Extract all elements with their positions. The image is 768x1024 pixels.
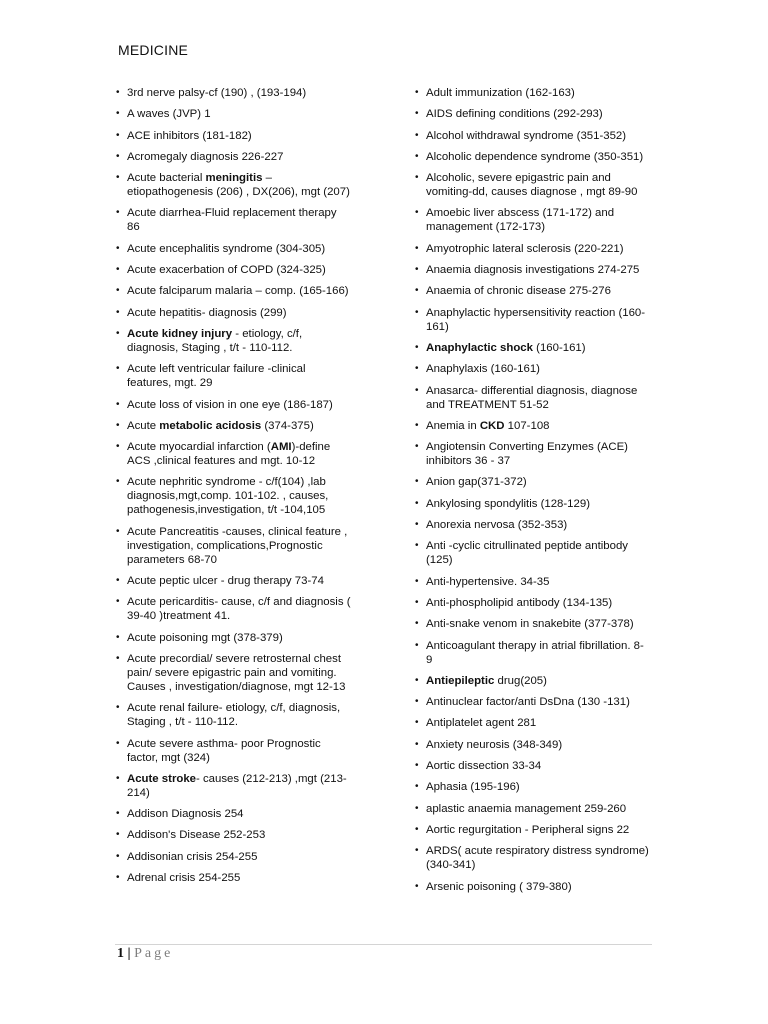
index-entry — [115, 86, 351, 100]
entry-bold-text: Antiepileptic — [426, 674, 495, 687]
entry-text: Aortic regurgitation - Peripheral signs 22 — [426, 823, 630, 836]
entry-bold-text: AMI — [270, 441, 292, 454]
entry-text: Acute hepatitis- diagnosis (299) — [127, 306, 287, 319]
entry-text: Acute poisoning mgt (378-379) — [127, 631, 283, 644]
entry-text: Anxiety neurosis (348-349) — [426, 738, 563, 751]
index-entry — [115, 107, 351, 121]
entry-text: Anaphylactic hypersensitivity reaction (160-161) — [426, 306, 646, 333]
index-entry — [115, 701, 351, 729]
index-entry — [115, 327, 351, 355]
entry-text: Anti-snake venom in snakebite (377-378) — [426, 618, 634, 631]
entry-text: Anti -cyclic citrullinated peptide antibody (125) — [426, 540, 628, 567]
page-label: Page — [134, 946, 174, 961]
index-entry — [414, 596, 650, 610]
index-entry — [414, 759, 650, 773]
index-entry — [115, 129, 351, 143]
entry-bold-text: meningitis — [205, 172, 263, 185]
index-entry — [414, 129, 650, 143]
index-entry — [414, 780, 650, 794]
index-entry — [414, 738, 650, 752]
entry-text: Acute precordial/ severe retrosternal chest pain/ severe epigastric pain and vomiting. Causes , investigation/diagnose, mgt 12-13 — [127, 652, 346, 693]
index-entry — [414, 150, 650, 164]
entry-text: aplastic anaemia management 259-260 — [426, 802, 627, 815]
index-column-right — [414, 86, 650, 901]
index-column-left — [115, 86, 351, 892]
entry-text: Acute renal failure- etiology, c/f, diagnosis, Staging , t/t - 110-112. — [127, 702, 341, 729]
index-entry — [115, 362, 351, 390]
entry-text: AIDS defining conditions (292-293) — [426, 108, 603, 121]
index-entry — [115, 475, 351, 517]
entry-text: Aphasia (195-196) — [426, 781, 520, 794]
index-entry — [414, 171, 650, 199]
index-entry — [414, 695, 650, 709]
entry-text: Anticoagulant therapy in atrial fibrillation. 8-9 — [426, 639, 644, 666]
index-entry — [414, 419, 650, 433]
entry-text: Amyotrophic lateral sclerosis (220-221) — [426, 242, 624, 255]
entry-text: Alcoholic dependence syndrome (350-351) — [426, 150, 644, 163]
entry-text: Adult immunization (162-163) — [426, 87, 575, 99]
index-entry — [115, 284, 351, 298]
entry-text: (374-375) — [261, 419, 314, 432]
page-footer — [117, 946, 173, 962]
index-entry — [115, 206, 351, 234]
entry-text: Aortic dissection 33-34 — [426, 760, 542, 773]
entry-text: Acute bacterial — [127, 172, 206, 185]
entry-text: Antiplatelet agent 281 — [426, 717, 537, 730]
index-entry — [115, 242, 351, 256]
entry-text: Arsenic poisoning ( 379-380) — [426, 880, 572, 893]
entry-bold-text: Anaphylactic shock — [426, 341, 533, 354]
entry-text: – etiopathogenesis (206) , DX(206), mgt (207) — [127, 172, 350, 199]
entry-text: Acromegaly diagnosis 226-227 — [127, 150, 284, 163]
index-entry — [414, 518, 650, 532]
index-entry — [414, 844, 650, 872]
entry-text: Anasarca- differential diagnosis, diagnose and TREATMENT 51-52 — [426, 384, 638, 411]
entry-text: Addisonian crisis 254-255 — [127, 850, 258, 863]
entry-text: Amoebic liver abscess (171-172) and management (172-173) — [426, 207, 615, 234]
index-entry — [414, 617, 650, 631]
entry-text: Ankylosing spondylitis (128-129) — [426, 497, 590, 510]
page-number: 1 — [117, 946, 124, 961]
entry-text: Acute — [127, 419, 160, 432]
entry-text: 107-108 — [504, 419, 550, 432]
footer-divider — [115, 944, 652, 945]
index-entry — [414, 284, 650, 298]
entry-text: Alcoholic, severe epigastric pain and vomiting-dd, causes diagnose , mgt 89-90 — [426, 172, 638, 199]
index-entry — [414, 242, 650, 256]
index-entry — [414, 880, 650, 894]
entry-text: Acute loss of vision in one eye (186-187) — [127, 398, 333, 411]
index-entry — [414, 716, 650, 730]
footer-separator: | — [127, 946, 131, 961]
index-entry — [115, 440, 351, 468]
entry-text: Acute falciparum malaria – comp. (165-166) — [127, 285, 349, 298]
entry-text: Anemia in — [426, 419, 480, 432]
entry-text: Antinuclear factor/anti DsDna (130 -131) — [426, 696, 630, 709]
entry-text: ARDS( acute respiratory distress syndrome) (340-341) — [426, 845, 649, 872]
entry-text: (160-161) — [532, 341, 586, 354]
entry-text: Anti-hypertensive. 34-35 — [426, 575, 550, 588]
entry-text: Acute pericarditis- cause, c/f and diagnosis ( 39-40 )treatment 41. — [127, 596, 351, 623]
entry-text: Anaemia of chronic disease 275-276 — [426, 285, 611, 298]
index-entry — [414, 497, 650, 511]
index-entry — [414, 674, 650, 688]
index-entry — [115, 652, 351, 694]
index-entry — [115, 398, 351, 412]
index-entry — [115, 772, 351, 800]
entry-text: A waves (JVP) 1 — [127, 108, 211, 121]
entry-text: Acute Pancreatitis -causes, clinical feature , investigation, complications,Prognostic parameters 68-70 — [127, 525, 348, 566]
entry-text: Acute nephritic syndrome - c/f(104) ,lab diagnosis,mgt,comp. 101-102. , causes, pathogenesis,investigation, t/t -104,105 — [127, 476, 329, 517]
index-entry — [414, 86, 650, 100]
entry-bold-text: Acute kidney injury — [127, 327, 233, 340]
index-entry — [115, 419, 351, 433]
index-entry — [414, 440, 650, 468]
index-entry — [414, 475, 650, 489]
entry-text: Anorexia nervosa (352-353) — [426, 519, 568, 532]
entry-text: ACE inhibitors (181-182) — [127, 129, 252, 142]
entry-text: Acute peptic ulcer - drug therapy 73-74 — [127, 575, 324, 588]
index-entry — [414, 539, 650, 567]
index-entry — [414, 341, 650, 355]
index-entry — [115, 525, 351, 567]
index-entry — [115, 807, 351, 821]
index-entry — [414, 306, 650, 334]
index-entry — [414, 263, 650, 277]
index-entry — [115, 263, 351, 277]
index-entry — [414, 639, 650, 667]
entry-text: )-define ACS ,clinical features and mgt. 10-12 — [127, 441, 331, 468]
entry-text: Alcohol withdrawal syndrome (351-352) — [426, 129, 627, 142]
index-entry — [115, 171, 351, 199]
entry-text: Acute severe asthma- poor Prognostic factor, mgt (324) — [127, 737, 321, 764]
entry-bold-text: metabolic acidosis — [159, 419, 262, 432]
index-entry — [414, 206, 650, 234]
index-entry — [414, 823, 650, 837]
index-entry — [115, 871, 351, 885]
entry-text: - etiology, c/f, diagnosis, Staging , t/t - 110-112. — [127, 327, 303, 354]
index-entry — [115, 828, 351, 842]
page-title: MEDICINE — [118, 42, 189, 58]
entry-text: Acute diarrhea-Fluid replacement therapy 86 — [127, 207, 337, 234]
entry-text: drug(205) — [494, 674, 547, 687]
index-entry — [414, 107, 650, 121]
entry-text: - causes (212-213) ,mgt (213-214) — [127, 772, 347, 799]
entry-text: Adrenal crisis 254-255 — [127, 872, 241, 885]
entry-text: Acute myocardial infarction ( — [127, 441, 271, 454]
index-entry — [115, 150, 351, 164]
entry-text: Anion gap(371-372) — [426, 476, 527, 489]
index-entry — [115, 631, 351, 645]
index-entry — [115, 737, 351, 765]
index-entry — [414, 575, 650, 589]
index-entry — [414, 802, 650, 816]
index-entry — [115, 306, 351, 320]
entry-text: Anaemia diagnosis investigations 274-275 — [426, 264, 640, 277]
index-entry — [115, 574, 351, 588]
entry-text: Angiotensin Converting Enzymes (ACE) inhibitors 36 - 37 — [426, 441, 628, 468]
entry-bold-text: CKD — [479, 419, 505, 432]
entry-text: Acute left ventricular failure -clinical features, mgt. 29 — [127, 363, 306, 390]
index-entry — [115, 595, 351, 623]
entry-text: Addison Diagnosis 254 — [127, 808, 244, 821]
entry-text: Addison's Disease 252-253 — [127, 829, 266, 842]
index-entry — [115, 850, 351, 864]
entry-text: Anaphylaxis (160-161) — [426, 363, 540, 376]
entry-text: Acute encephalitis syndrome (304-305) — [127, 242, 326, 255]
entry-text: 3rd nerve palsy-cf (190) , (193-194) — [127, 87, 307, 99]
index-entry — [414, 384, 650, 412]
entry-bold-text: Acute stroke — [127, 772, 197, 785]
entry-text: Anti-phospholipid antibody (134-135) — [426, 596, 613, 609]
entry-text: Acute exacerbation of COPD (324-325) — [127, 264, 326, 277]
index-entry — [414, 362, 650, 376]
